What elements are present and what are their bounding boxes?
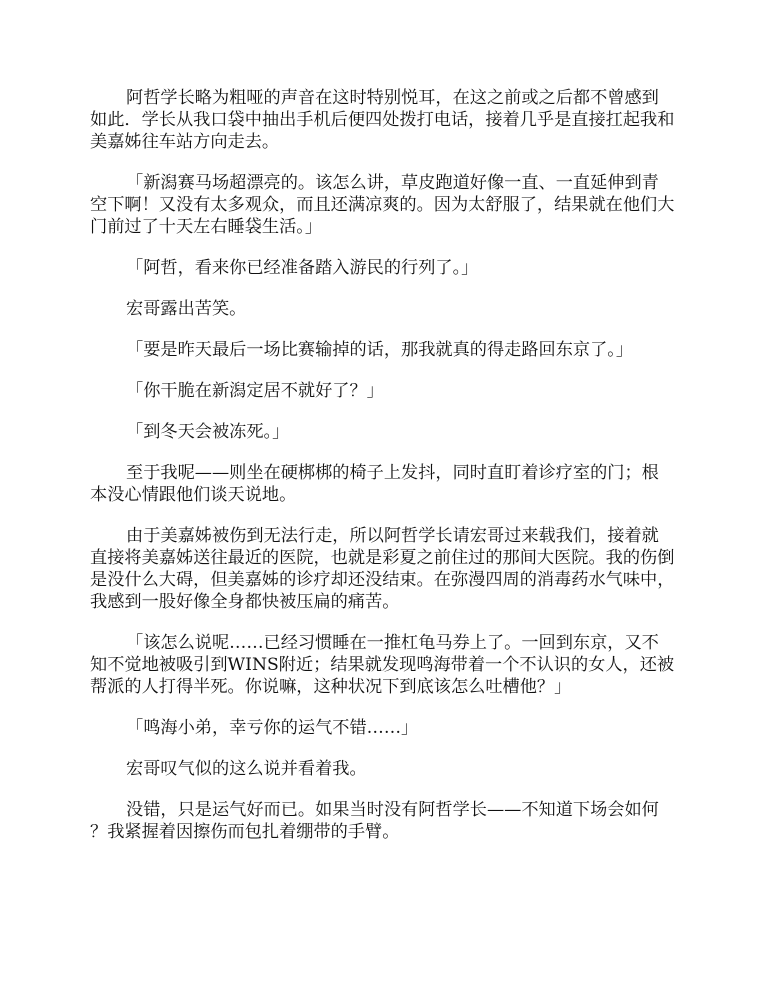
paragraph: 至于我呢——则坐在硬梆梆的椅子上发抖，同时直盯着诊疗室的门；根本没心情跟他们谈天说地。: [90, 463, 659, 505]
paragraph: 「鸣海小弟，幸亏你的运气不错……」: [126, 718, 419, 738]
paragraph: 宏哥叹气似的这么说并看着我。: [126, 759, 367, 779]
document-body: [90, 87, 675, 862]
paragraph: 由于美嘉姊被伤到无法行走，所以阿哲学长请宏哥过来载我们，接着就直接将美嘉姊送往最近的医院，也就是彩夏之前住过的那间大医院。我的伤倒是没什么大碍，但美嘉姊的诊疗却还没结束。在弥漫四周的消毒药水气味中，我感到一股好像全身都快被压扁的痛苦。: [90, 526, 675, 612]
paragraph: 宏哥露出苦笑。: [126, 299, 247, 319]
paragraph: 阿哲学长略为粗哑的声音在这时特别悦耳，在这之前或之后都不曾感到如此．学长从我口袋中抽出手机后便四处拨打电话，接着几乎是直接扛起我和美嘉姊往车站方向走去。: [90, 88, 675, 152]
paragraph: 「你干脆在新潟定居不就好了？」: [126, 381, 384, 401]
paragraph: 「阿哲，看来你已经准备踏入游民的行列了。」: [126, 258, 479, 278]
paragraph: 没错，只是运气好而已。如果当时没有阿哲学长——不知道下场会如何？我紧握着因擦伤而包扎着绷带的手臂。: [90, 800, 659, 842]
paragraph: 「新潟赛马场超漂亮的。该怎么讲，草皮跑道好像一直、一直延伸到青空下啊！又没有太多观众，而且还满凉爽的。因为太舒服了，结果就在他们大门前过了十天左右睡袋生活。」: [90, 173, 675, 237]
paragraph: 「到冬天会被冻死。」: [126, 422, 290, 442]
paragraph: 「该怎么说呢……已经习惯睡在一推杠龟马券上了。一回到东京，又不知不觉地被吸引到WINS附近；结果就发现鸣海带着一个不认识的女人，还被帮派的人打得半死。你说嘛，这种状况下到底该怎么吐槽他？」: [90, 633, 675, 697]
paragraph: 「要是昨天最后一场比赛输掉的话，那我就真的得走路回东京了。」: [126, 340, 634, 360]
